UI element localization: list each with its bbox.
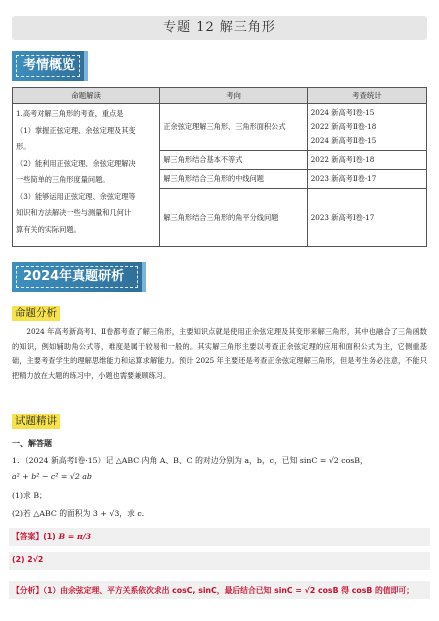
interpretation-line: 算有关的实际问题。 [16,224,81,234]
problem-part1: (1)求 B； [12,491,47,500]
direction-cell: 解三角形结合三角形的中线问题 [160,170,307,189]
section-banner-overview-label: 考情概览 [16,55,80,77]
interpretation-line: 一些简单的三角形度量问题。 [16,175,110,184]
section-banner-overview [12,51,88,81]
answer-line-1 [12,531,91,542]
direction-cell: 解三角形结合基本不等式 [160,151,307,170]
section-banner-2024 [12,262,146,292]
answer-part1-value: B = π/3 [58,532,92,541]
answer-part1-number: (1) [43,532,56,541]
stats-cell: 2023 新高考Ⅰ卷·17 [307,189,426,247]
problem-part2: (2)若 △ABC 的面积为 3 + √3，求 c． [12,509,150,518]
interpretation-line: 1.高考对解三角形的考查，重点是 [16,109,124,118]
interpretation-line: （2）能利用正弦定理、余弦定理解决 [16,158,136,168]
table-row [13,104,427,151]
problem-condition: a² + b² − c² = √2 ab [12,472,92,481]
table-header-cell: 命题解读 [13,88,160,104]
answer-label: 【答案】 [12,532,44,541]
exam-overview-table [12,87,427,247]
direction-cell: 正余弦定理解三角形、三角形面积公式 [160,104,307,151]
interpretation-cell [13,104,160,247]
table-header-cell: 考查统计 [307,88,426,104]
interpretation-line: 知识和方法解决一些与测量和几何计 [16,208,132,217]
stats-cell: 2022 新高考Ⅰ卷·18 [307,151,426,170]
stats-cell: 2023 新高考Ⅱ卷·17 [307,170,426,189]
analysis-text: （1）由余弦定理、平方关系依次求出 cosC, sinC，最后结合已知 sinC = √2 cosB 得 cosB 的值即可； [43,586,415,595]
analysis-label: 【分析】 [12,586,44,595]
stats-line: 2022 新高考Ⅱ卷·18 [310,122,377,131]
stats-line: 2024 新高考Ⅱ卷·15 [310,136,377,145]
stats-cell [307,104,426,151]
section-banner-2024-label: 2024年真题研析 [16,266,138,288]
practice-tag: 试题精讲 [12,414,60,429]
page-title: 专题 12 解三角形 [12,16,427,40]
analysis-tag: 命题分析 [12,306,60,321]
interpretation-line: （3）能够运用正弦定理、余弦定理等 [16,191,136,201]
section-heading: 一、解答题 [12,439,52,448]
direction-cell: 解三角形结合三角形的角平分线问题 [160,189,307,247]
table-header-row [13,88,427,104]
analysis-line [12,585,414,596]
interpretation-line: 形。 [16,142,31,151]
problem-intro: 1．（2024 新高考Ⅰ卷·15）记 △ABC 内角 A、B、C 的对边分别为 a，b，c，已知 sinC = √2 cosB， [12,456,368,465]
stats-line: 2024 新高考Ⅰ卷·15 [310,108,375,117]
interpretation-line: （1）掌握正弦定理、余弦定理及其变 [16,125,136,135]
answer-part2: (2) 2√2 [12,555,44,564]
answer-highlight-row [9,552,430,570]
analysis-paragraph: 2024 年高考新高考Ⅰ、Ⅱ卷都考查了解三角形，主要知识点就是使用正余弦定理及其变形来解三角形，其中也融合了三角函数的知识，例如辅助角公式等，难度是属于较易和一般的。其实解三角形主要以考查正余弦定理的应用和面积公式为主，它侧重基础，主要考查学生的理解思维能力和运算求解能力。预计 2025 年主要还是考查正余弦定理解三角形，但是考生务必注意，不能只把精力放在大题的练习中，小题也需要兼顾练习。 [12,327,427,380]
table-header-cell: 考向 [160,88,307,104]
